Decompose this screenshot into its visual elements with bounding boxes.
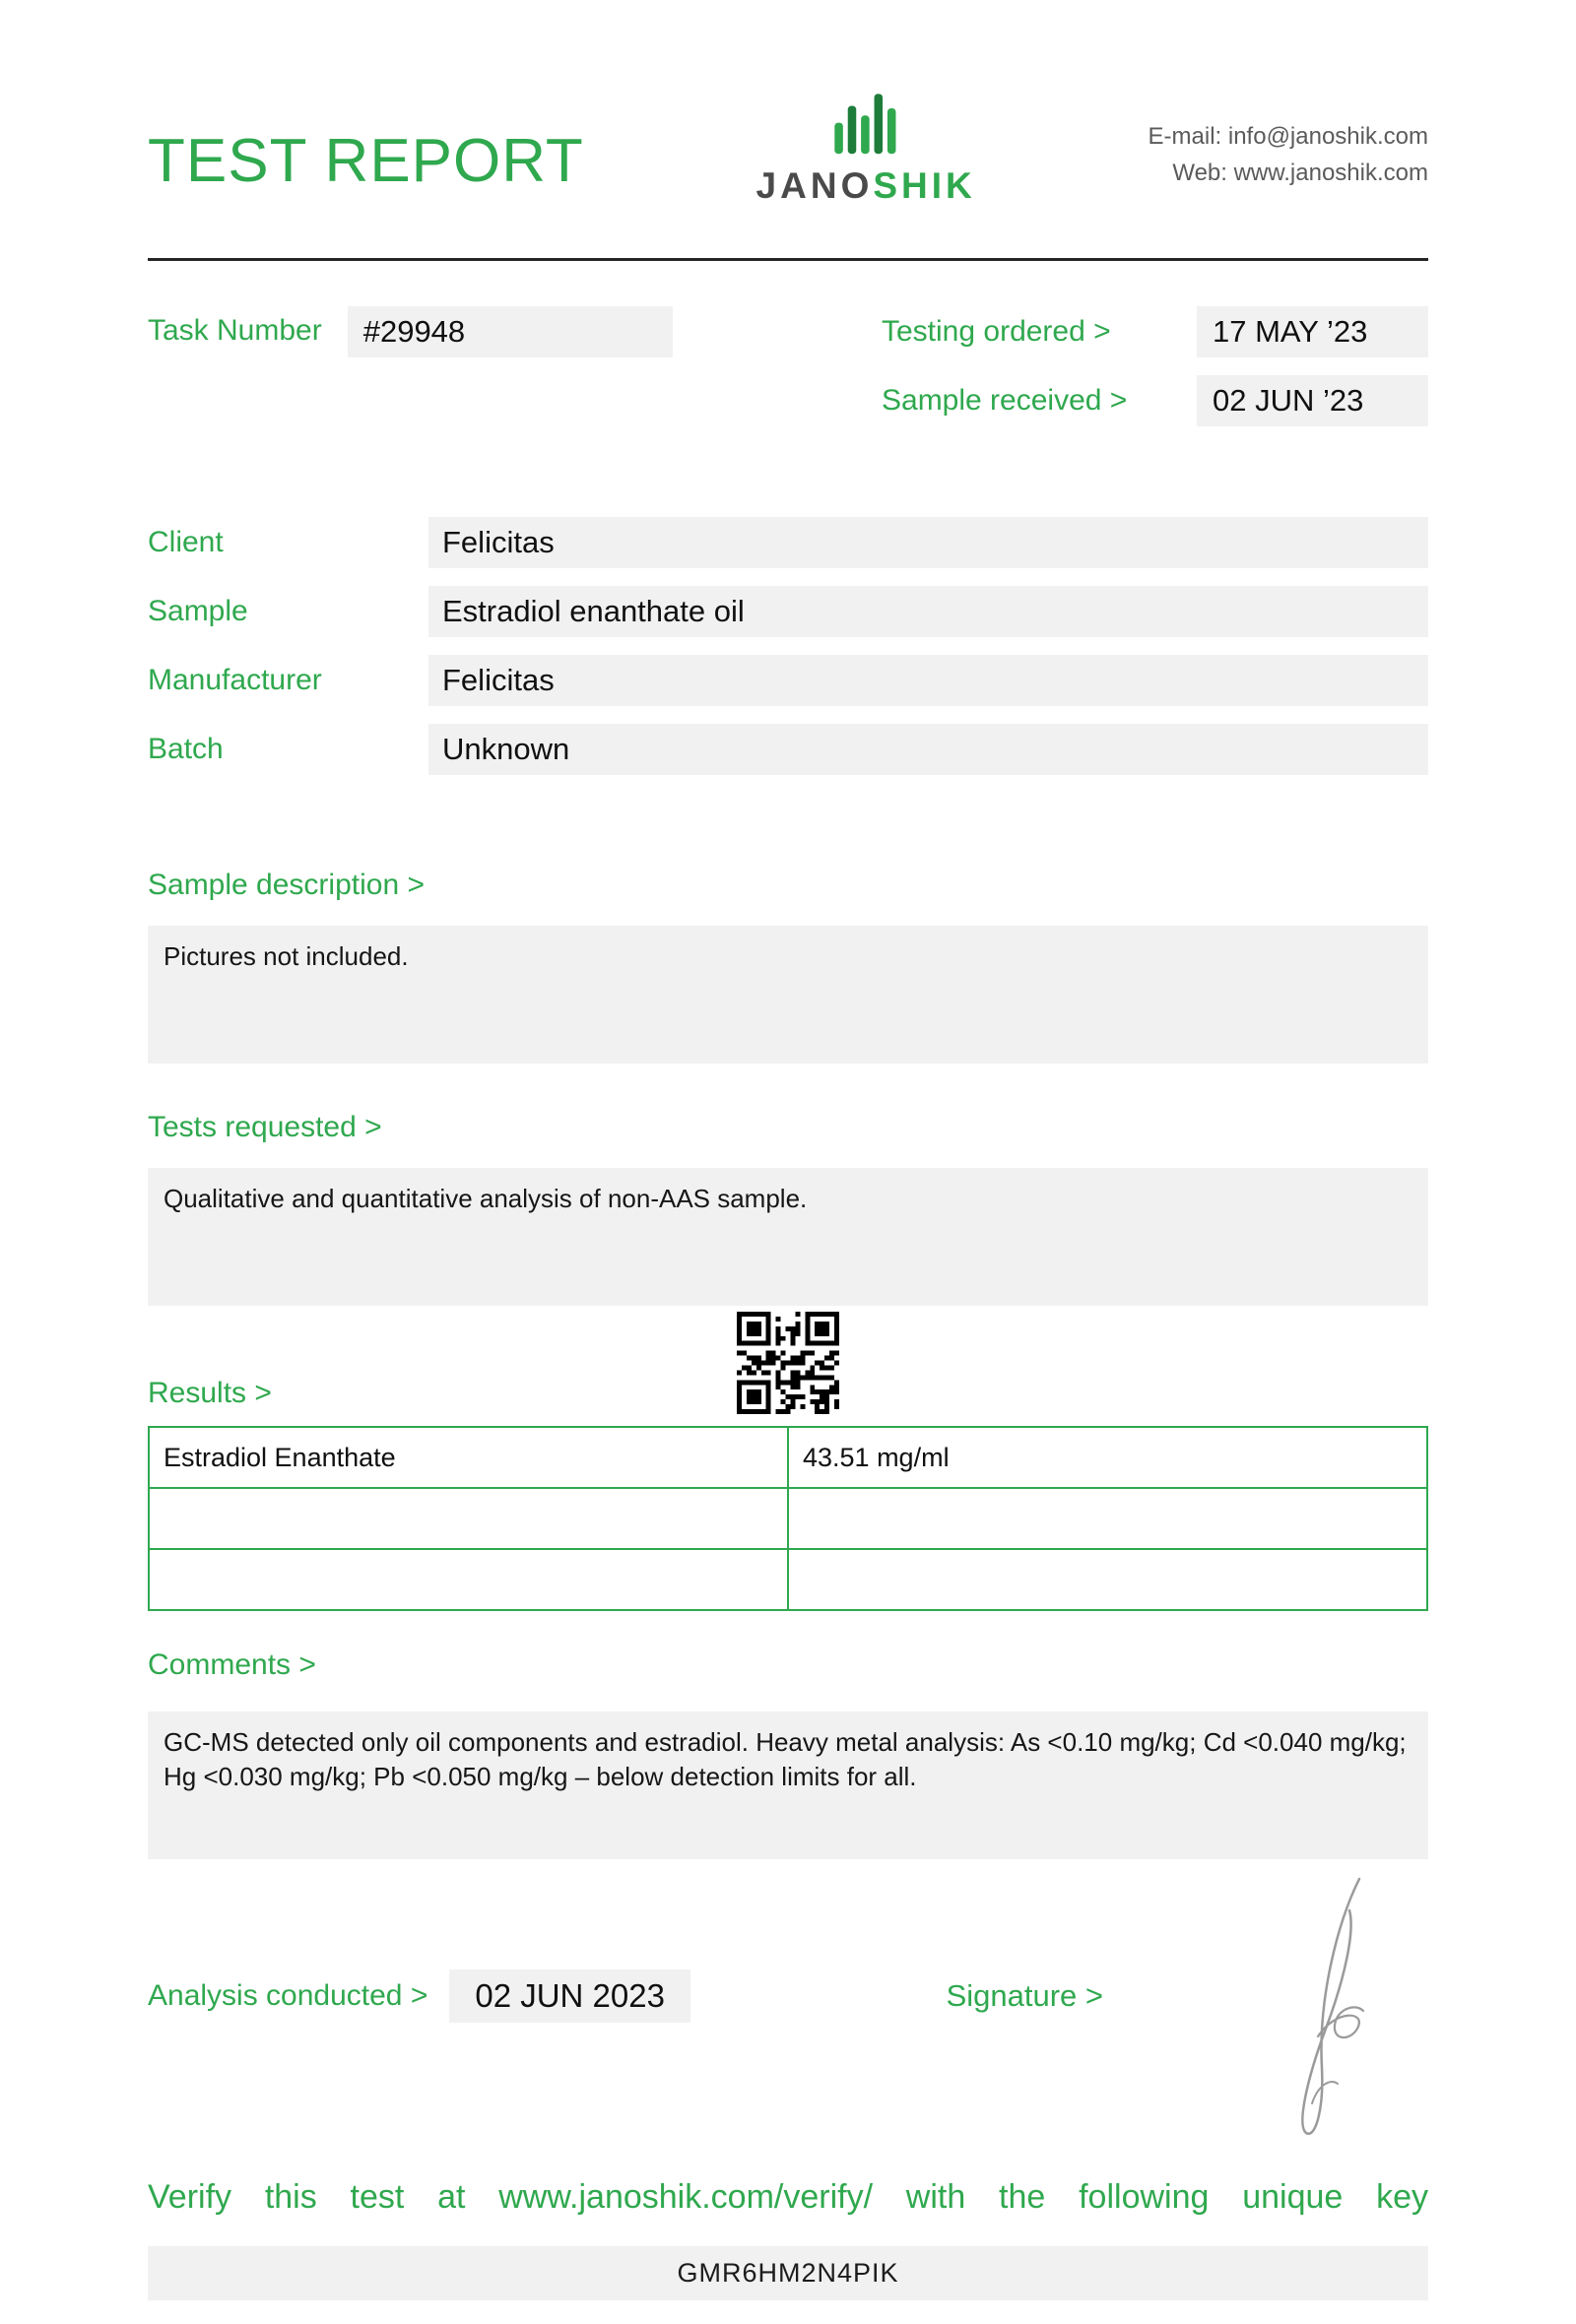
sample-received-value: 02 JUN ’23	[1197, 375, 1428, 426]
detail-row-manufacturer	[148, 655, 1428, 706]
result-value: 43.51 mg/ml	[788, 1427, 1427, 1488]
header-divider	[148, 258, 1428, 261]
comments-box: GC-MS detected only oil components and estradiol. Heavy metal analysis: As <0.10 mg/kg; Cd <0.040 mg/kg; Hg <0.030 mg/kg; Pb <0.050 mg/kg – below detection limits for all.	[148, 1711, 1428, 1859]
signature-image	[1261, 1871, 1409, 2162]
result-analyte	[149, 1549, 788, 1610]
manufacturer-label: Manufacturer	[148, 664, 322, 696]
analysis-conducted-value: 02 JUN 2023	[449, 1969, 690, 2023]
comments-heading: Comments >	[148, 1648, 316, 1681]
dates-group	[882, 306, 1428, 426]
client-value: Felicitas	[428, 517, 1428, 568]
results-row	[149, 1488, 1427, 1549]
results-row	[149, 1427, 1427, 1488]
sample-received-row	[882, 375, 1428, 426]
results-header	[148, 1312, 1428, 1424]
sample-details	[148, 517, 1428, 775]
page-title: TEST REPORT	[148, 127, 584, 195]
logo-wordmark	[584, 165, 1149, 207]
client-label: Client	[148, 526, 224, 558]
footer-row	[148, 1969, 1428, 2023]
sample-received-label: Sample received >	[882, 384, 1128, 417]
results-table	[148, 1426, 1428, 1611]
sample-description-box: Pictures not included.	[148, 926, 1428, 1064]
batch-value: Unknown	[428, 724, 1428, 775]
web-line: Web: www.janoshik.com	[1172, 160, 1428, 187]
testing-ordered-row	[882, 306, 1428, 357]
tests-requested-heading: Tests requested >	[148, 1111, 382, 1143]
email-line: E-mail: info@janoshik.com	[1148, 123, 1428, 150]
task-number-label: Task Number	[148, 314, 322, 347]
analysis-conducted-label: Analysis conducted >	[148, 1979, 428, 2012]
bar-chart-logo-icon	[584, 87, 1149, 163]
sample-label: Sample	[148, 595, 248, 627]
sample-description-heading: Sample description >	[148, 869, 425, 901]
results-heading: Results >	[148, 1377, 272, 1409]
testing-ordered-label: Testing ordered >	[882, 315, 1111, 348]
task-number-group	[148, 306, 673, 426]
batch-label: Batch	[148, 733, 224, 765]
detail-row-client	[148, 517, 1428, 568]
analysis-conducted-group	[148, 1969, 690, 2023]
result-value	[788, 1549, 1427, 1610]
results-row	[149, 1549, 1427, 1610]
logo-text-green: SHIK	[873, 165, 976, 206]
contact-info	[1149, 87, 1428, 191]
unique-key: GMR6HM2N4PIK	[148, 2246, 1428, 2300]
verify-text: Verify this test at www.janoshik.com/verify/ with the following unique key	[148, 2178, 1428, 2216]
result-value	[788, 1488, 1427, 1549]
header	[148, 87, 1428, 217]
janoshik-logo	[584, 87, 1149, 207]
result-analyte: Estradiol Enanthate	[149, 1427, 788, 1488]
tests-requested-box: Qualitative and quantitative analysis of non-AAS sample.	[148, 1168, 1428, 1306]
task-number-value: #29948	[348, 306, 673, 357]
meta-section	[148, 306, 1428, 426]
detail-row-sample	[148, 586, 1428, 637]
logo-text-dark: JANO	[755, 165, 874, 206]
detail-row-batch	[148, 724, 1428, 775]
qr-code	[737, 1312, 839, 1419]
result-analyte	[149, 1488, 788, 1549]
manufacturer-value: Felicitas	[428, 655, 1428, 706]
testing-ordered-value: 17 MAY ’23	[1197, 306, 1428, 357]
signature-label: Signature >	[946, 1978, 1103, 2013]
sample-value: Estradiol enanthate oil	[428, 586, 1428, 637]
